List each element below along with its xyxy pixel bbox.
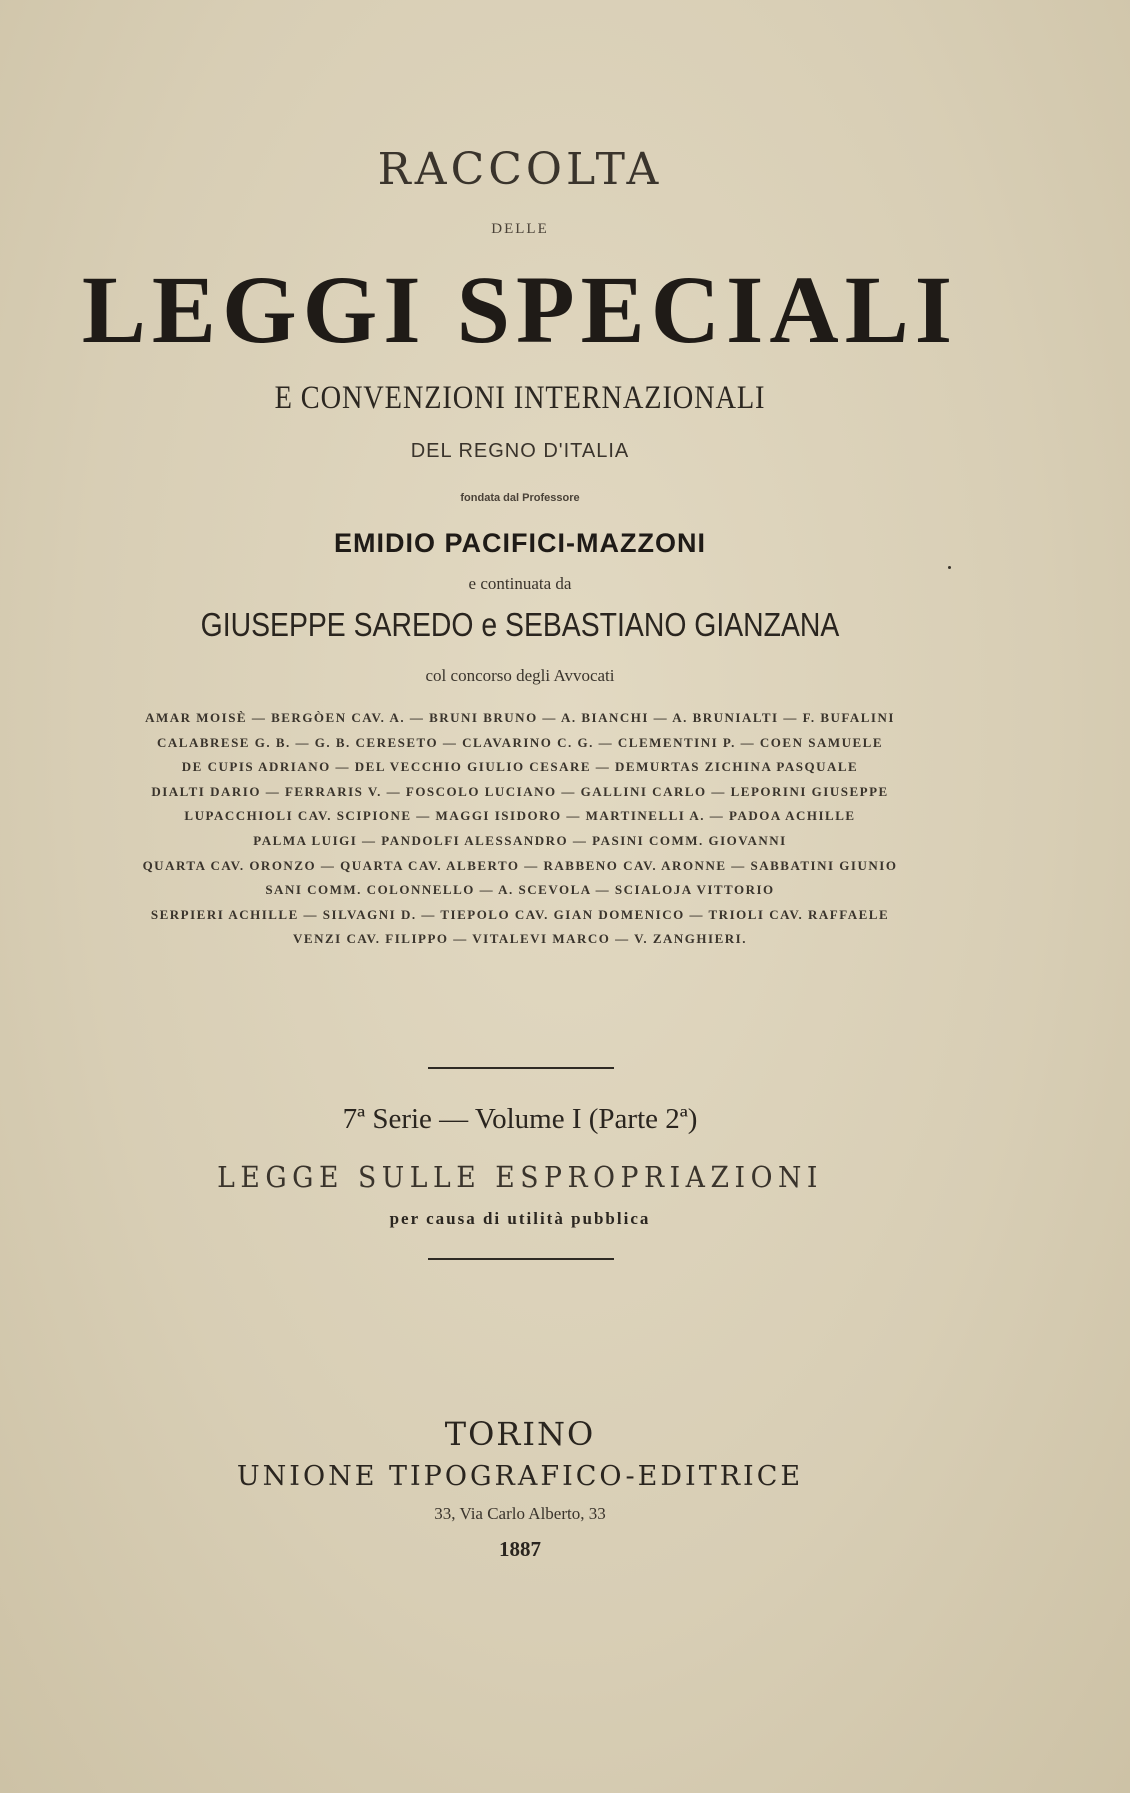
contributors-line: SANI COMM. COLONNELLO — A. SCEVOLA — SCIALOJA VITTORIO: [265, 882, 775, 898]
subtitle-convenzioni: E CONVENZIONI INTERNAZIONALI: [274, 380, 766, 416]
heading-delle: DELLE: [491, 221, 549, 237]
law-subtitle: per causa di utilità pubblica: [389, 1209, 651, 1228]
imprint-publisher: UNIONE TIPOGRAFICO-EDITRICE: [236, 1461, 804, 1492]
contributors-line: PALMA LUIGI — PANDOLFI ALESSANDRO — PASINI COMM. GIOVANNI: [253, 832, 787, 848]
main-title: LEGGI SPECIALI: [81, 256, 959, 363]
heading-raccolta: RACCOLTA: [377, 144, 663, 195]
series-volume: 7ª Serie — Volume I (Parte 2ª): [342, 1103, 698, 1135]
fondata-label: fondata dal Professore: [460, 492, 580, 504]
contributors-line: VENZI CAV. FILIPPO — VITALEVI MARCO — V. ZANGHIERI.: [293, 931, 747, 947]
contributors-line: CALABRESE G. B. — G. B. CERESETO — CLAVARINO C. G. — CLEMENTINI P. — COEN SAMUELE: [157, 734, 883, 750]
law-title: LEGGE SULLE ESPROPRIAZIONI: [217, 1160, 823, 1194]
contributors-line: AMAR MOISÈ — BERGÒEN CAV. A. — BRUNI BRUNO — A. BIANCHI — A. BRUNIALTI — F. BUFALINI: [145, 710, 895, 725]
imprint-city: TORINO: [444, 1415, 596, 1453]
imprint-year: 1887: [499, 1537, 541, 1561]
contributors-line: LUPACCHIOLI CAV. SCIPIONE — MAGGI ISIDORO — MARTINELLI A. — PADOA ACHILLE: [184, 808, 856, 824]
concorso-label: col concorso degli Avvocati: [425, 666, 615, 685]
contributors-line: DE CUPIS ADRIANO — DEL VECCHIO GIULIO CESARE — DEMURTAS ZICHINA PASQUALE: [181, 759, 859, 775]
subtitle-regno: DEL REGNO D'ITALIA: [410, 440, 630, 462]
founder-name: EMIDIO PACIFICI-MAZZONI: [334, 528, 706, 558]
divider-rule-bottom: [428, 1258, 614, 1260]
paper-speck: [948, 566, 951, 569]
contributors-list: [0, 706, 1040, 952]
divider-rule-top: [428, 1067, 614, 1069]
contributors-line: QUARTA CAV. ORONZO — QUARTA CAV. ALBERTO — RABBENO CAV. ARONNE — SABBATINI GIUNIO: [142, 857, 898, 873]
editors-names: GIUSEPPE SAREDO e SEBASTIANO GIANZANA: [200, 606, 840, 643]
imprint-address: 33, Via Carlo Alberto, 33: [434, 1504, 606, 1523]
contributors-line: SERPIERI ACHILLE — SILVAGNI D. — TIEPOLO CAV. GIAN DOMENICO — TRIOLI CAV. RAFFAELE: [150, 906, 890, 922]
continuata-label: e continuata da: [468, 574, 572, 593]
contributors-line: DIALTI DARIO — FERRARIS V. — FOSCOLO LUCIANO — GALLINI CARLO — LEPORINI GIUSEPPE: [151, 783, 889, 799]
